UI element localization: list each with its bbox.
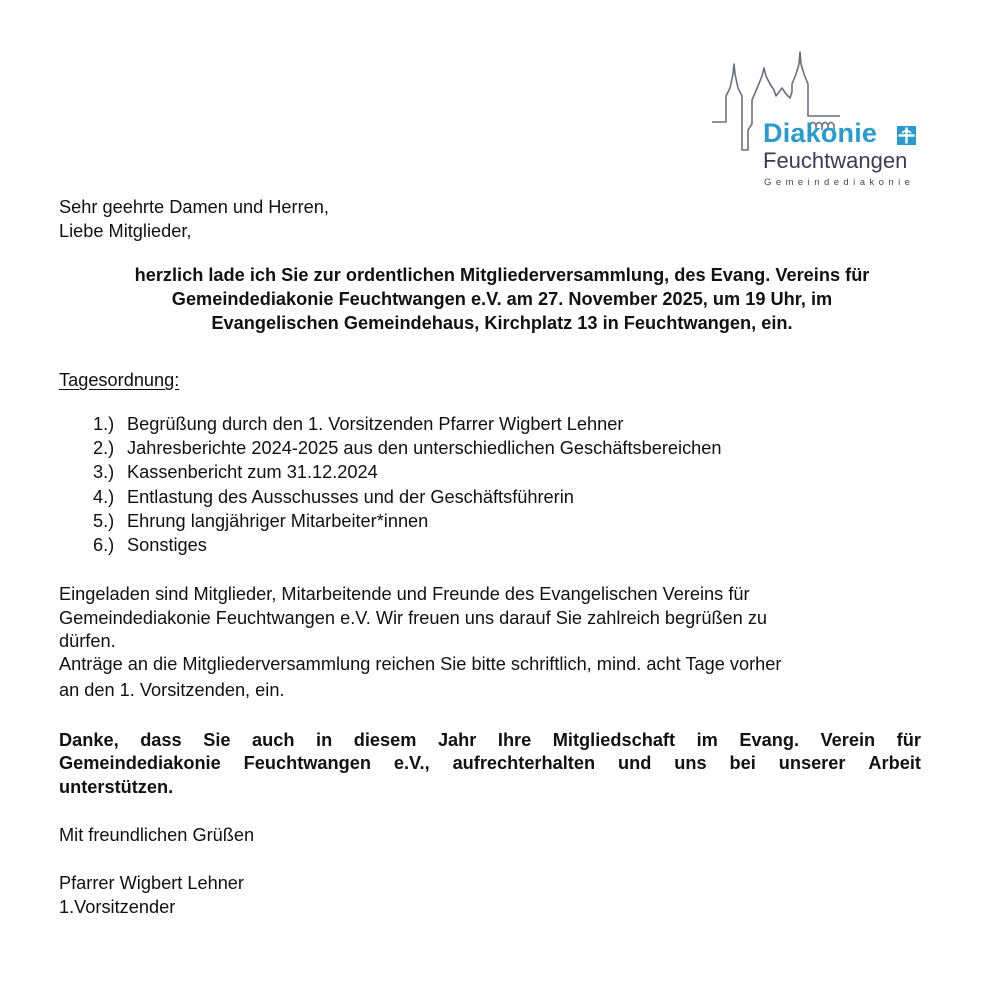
word: Sie: [203, 730, 231, 750]
word: uns: [674, 753, 707, 773]
invitation-line-2: Gemeindediakonie Feuchtwangen e.V. am 27. November 2025, um 19 Uhr, im: [171, 289, 833, 309]
salutation-line-2: Liebe Mitglieder,: [59, 221, 192, 241]
diakonie-logo: [706, 44, 926, 196]
word: für: [896, 730, 921, 750]
word: und: [618, 753, 652, 773]
thanks-line-2: [59, 751, 921, 775]
agenda-item-number: 2.): [93, 438, 115, 458]
word: Jahr: [437, 730, 477, 750]
word: Danke,: [59, 730, 119, 750]
agenda-heading: Tagesordnung:: [59, 370, 180, 390]
body-line-3: dürfen.: [59, 631, 116, 651]
body-line-5: an den 1. Vorsitzenden, ein.: [59, 680, 285, 700]
word: im: [696, 730, 718, 750]
word: Verein: [820, 730, 876, 750]
word: unserer: [778, 753, 846, 773]
closing-greeting: Mit freundlichen Grüßen: [59, 825, 255, 845]
word: auch: [252, 730, 295, 750]
agenda-item-text: Jahresberichte 2024-2025 aus den unterschiedlichen Geschäftsbereichen: [127, 438, 722, 458]
word: diesem: [353, 730, 417, 750]
invitation-line-1: herzlich lade ich Sie zur ordentlichen Mitgliederversammlung, des Evang. Vereins für: [134, 265, 870, 285]
agenda-item-number: 1.): [93, 414, 115, 434]
thanks-line-1: [59, 728, 921, 752]
word: Gemeindediakonie: [59, 753, 221, 773]
word: in: [316, 730, 333, 750]
word: Ihre: [497, 730, 532, 750]
word: dass: [140, 730, 182, 750]
agenda-item-text: Ehrung langjähriger Mitarbeiter*innen: [127, 511, 429, 531]
logo-wordmark: Diakonie: [763, 118, 878, 148]
salutation-line-1: Sehr geehrte Damen und Herren,: [59, 197, 329, 217]
agenda-item-text: Begrüßung durch den 1. Vorsitzenden Pfarrer Wigbert Lehner: [127, 414, 624, 434]
body-line-4: Anträge an die Mitgliederversammlung reichen Sie bitte schriftlich, mind. acht Tage vorher: [59, 654, 782, 674]
word: Mitgliedschaft: [552, 730, 676, 750]
thanks-line-3: unterstützen.: [59, 777, 174, 797]
word: e.V.,: [393, 753, 430, 773]
agenda-item-text: Sonstiges: [127, 535, 207, 555]
word: Feuchtwangen: [243, 753, 371, 773]
body-line-1: Eingeladen sind Mitglieder, Mitarbeitende und Freunde des Evangelischen Vereins für: [59, 584, 750, 604]
agenda-item-number: 5.): [93, 511, 115, 531]
agenda-item-number: 4.): [93, 487, 115, 507]
agenda-item-text: Kassenbericht zum 31.12.2024: [127, 462, 378, 482]
logo-subtitle: Gemeindediakonie: [764, 177, 915, 188]
word: bei: [729, 753, 756, 773]
word: Evang.: [739, 730, 799, 750]
signatory-name: Pfarrer Wigbert Lehner: [59, 873, 244, 893]
agenda-item-number: 6.): [93, 535, 115, 555]
invitation-line-3: Evangelischen Gemeindehaus, Kirchplatz 13 in Feuchtwangen, ein.: [211, 313, 793, 333]
agenda-item-text: Entlastung des Ausschusses und der Geschäftsführerin: [127, 487, 574, 507]
logo-city: Feuchtwangen: [763, 148, 908, 173]
agenda-item-number: 3.): [93, 462, 115, 482]
word: Arbeit: [868, 753, 921, 773]
signatory-title: 1.Vorsitzender: [59, 897, 176, 917]
body-line-2: Gemeindediakonie Feuchtwangen e.V. Wir freuen uns darauf Sie zahlreich begrüßen zu: [59, 608, 768, 628]
diakonie-cross-icon: [897, 126, 916, 145]
word: aufrechterhalten: [452, 753, 596, 773]
